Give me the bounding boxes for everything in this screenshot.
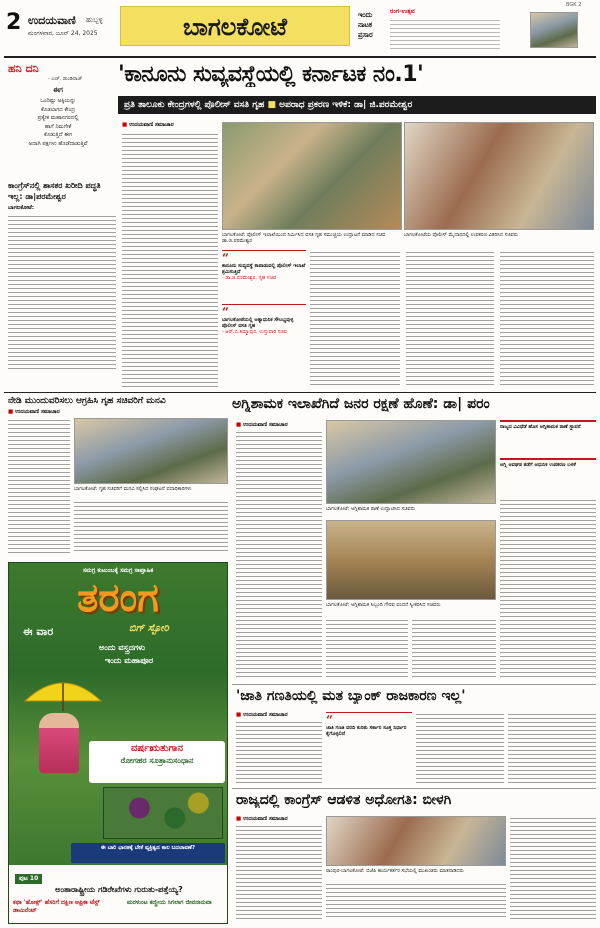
caste-quote-text: ಜಾತಿ ಗಣತಿ ವರದಿ ಕುರಿತು ಸರ್ಕಾರ ಸೂಕ್ತ ನಿರ್ಧಾರ ಕೈಗೊಳ್ಳಲಿದೆ: [326, 725, 407, 737]
fire-photo-2: [326, 520, 496, 600]
lead-quote-2: [222, 304, 306, 358]
band-story-caption: ಬಾಗಲಕೋಟೆ: ಗೃಹ ಸಚಿವರಿಗೆ ಮನವಿ ಸಲ್ಲಿಸಿದ ಸಂಘಟನೆ ಪದಾಧಿಕಾರಿಗಳು: [74, 486, 192, 492]
lead-dateline: ■ ಉದಯವಾಣಿ ಸಮಾಚಾರ: [122, 122, 218, 129]
ad-bottom-panel: [9, 865, 228, 924]
fire-side-box-2: [500, 458, 596, 494]
fire-side-box-1: [500, 420, 596, 456]
band-story: [8, 396, 228, 556]
caste-quote: [326, 712, 412, 772]
right-box: [390, 8, 580, 50]
ad-feature-banner: [89, 741, 225, 783]
band-story-dateline: ■ ಉದಯವಾಣಿ ಸಮಾಚಾರ: [8, 409, 228, 416]
lead-quote-1: [222, 250, 306, 300]
edition-name: ಹುಬ್ಬಳ್ಳಿ: [86, 16, 103, 24]
left-story: [8, 180, 116, 385]
band-story-headline: ನೇಡಿ ಮುಂದುವರಿಸಲು ಆಗ್ರಹಿಸಿ ಗೃಹ ಸಚಿವರಿಗೆ ಮನವಿ: [8, 396, 166, 406]
lead-subheadline-2: ಅಪರಾಧ ಪ್ರಕರಣ ಇಳಿಕೆ: ಡಾ| ಜಿ.ಪರಮೇಶ್ವರ: [279, 100, 413, 110]
taranga-ad[interactable]: [8, 562, 228, 924]
ad-fruits-photo: [103, 787, 223, 839]
caste-story-headline: 'ಜಾತಿ ಗಣತಿಯಲ್ಲಿ ಮತ ಬ್ಯಾಂಕ್ ರಾಜಕಾರಣ ಇಲ್ಲ': [236, 688, 466, 704]
girl-illustration: [39, 713, 79, 773]
ad-bottom-right: ಮರಳುಂಟ ಕಣ್ಣೀಯ ಸಿಗಲಾಗ ಜೀವನಾನುವಾ: [127, 899, 212, 906]
lead-body-1: [122, 132, 218, 387]
ad-bottom-left: ಕಥಾ 'ಹೋಕ್ಸ್' ಹೆಸರಿಗೆ ದಕ್ಷಿಣ ಆಫ್ರಿಕಾ ಟೆಸ್ಟ್ ಡಾಮಿನೆಂಟ್: [13, 899, 100, 914]
section-rule-1: [4, 392, 596, 393]
right-box-title: ರಂಗ-ಉತ್ಸವ: [390, 8, 415, 15]
fire-photo-2-caption: ಬಾಗಲಕೋಟೆ: ಅಗ್ನಿಶಾಮಕ ಸಿಬ್ಬಂದಿ ಗೌರವ ವಂದನೆ ಸ್ವೀಕರಿಸಿದ ಸಚಿವರು: [326, 602, 441, 608]
ad-line2: ಇಂದು ಮಹಾಪೂರ: [105, 656, 154, 665]
fire-side-box-2-text: ಅಗ್ನಿ ಅವಘಡ ತಡೆಗೆ ಆಧುನಿಕ ಉಪಕರಣ ಬಳಕೆ: [500, 462, 576, 468]
left-story-body: [8, 214, 116, 369]
poem-line: ಹಾಗೆ ನಿಮಗೇಕೆ: [44, 123, 72, 130]
lead-quote-1-by: - ಡಾ.ಜಿ.ಪರಮೇಶ್ವರ, ಗೃಹ ಸಚಿವ: [222, 275, 277, 281]
ad-bottom-headline: ಅಂತಾರಾಷ್ಟ್ರೀಯ ಗಡಿರೇಖೆಗಳು ಗುರುತು-ಪತ್ತೆಯ್ಯ?: [55, 885, 183, 894]
fire-photo-1-caption: ಬಾಗಲಕೋಟೆ: ಅಗ್ನಿಶಾಮಕ ಠಾಣೆ ಉದ್ಘಾಟಿಸಿದ ಸಚಿವರು: [326, 506, 415, 512]
fire-body-1: [236, 430, 322, 680]
hanidani-logo-text: ಹನಿ ದನಿ: [8, 62, 39, 75]
page-number: 2: [6, 10, 22, 35]
lead-quote-2-text: ಬಾಗಲಕೋಟೆಯಲ್ಲಿ ಅತ್ಯಾಧುನಿಕ ಸೌಲಭ್ಯವುಳ್ಳ ಪೊಲೀಸ್ ವಸತಿ ಗೃಹ: [222, 317, 294, 329]
lead-quote-2-by: - ಆರ್.ಬಿ.ತಿಮ್ಮಾಪುರ, ಉಸ್ತುವಾರಿ ಸಚಿವ: [222, 329, 287, 335]
bottom-photo-caption: ರಾಂಪುರ-ಬಾಗಲಕೋಟೆ: ಬಿಜೆಪಿ ಕಾರ್ಯಕರ್ತರ ಸಭೆಯಲ್ಲಿ ಮುಖಂಡರು ಮಾತನಾಡಿದರು: [326, 868, 464, 874]
lead-body-4: [500, 250, 594, 386]
section-banner: [120, 6, 350, 46]
right-box-label: ಇಂದು ನಾಟಕ ಪ್ರಸಾರ: [358, 11, 373, 39]
fire-body-3: [412, 618, 496, 680]
lead-photo-2-caption: ಬಾಗಲಕೋಟೆಯ ಪೊಲೀಸ್ ಮೈದಾನದಲ್ಲಿ ಉಪಕರಣ ವಿತರಿಸಿದ ಸಚಿವರು: [404, 232, 519, 238]
ad-top-line: ಸಮಗ್ರ ಕುಟುಂಬಕ್ಕೆ ಸಮಗ್ರ ಸಾಪ್ತಾಹಿಕ: [82, 567, 154, 574]
umbrella-icon: [23, 671, 103, 711]
hanidani-heading: ಈಗ: [53, 86, 63, 94]
fire-story-headline: ಅಗ್ನಿಶಾಮಕ ಇಲಾಖೆಗಿದೆ ಜನರ ರಕ್ಷಣೆ ಹೊಣೆ: ಡಾ| ಪರಂ: [232, 396, 490, 412]
caste-body-2: [416, 712, 504, 784]
ad-feature-title: ವರ್ಷಋತುಗಾನ: [130, 743, 184, 754]
ad-brand: ತರಂಗ: [77, 575, 159, 621]
section-title: ಬಾಗಲಕೋಟೆ: [182, 13, 288, 41]
lead-column-1: [122, 122, 218, 387]
hanidani-poem: [8, 97, 108, 148]
bottom-body-3: [510, 816, 596, 920]
band-story-photo: [74, 418, 228, 484]
caste-story-dateline: ■ ಉದಯವಾಣಿ ಸಮಾಚಾರ: [236, 712, 288, 719]
ad-feature-sub: ರೋಗಹರ ಸೂತ್ರಾನುಸಂಧಾನ: [120, 756, 194, 765]
ad-line1: ಅಂದು ವಸ್ತ್ರದಗಳು: [99, 643, 146, 652]
ad-day: ಈ ವಾರ: [23, 625, 54, 638]
poem-line: ಒಂದಿಷ್ಟು ಅಕ್ಕಿಯನ್ನು: [40, 98, 76, 104]
ad-bottom-promo-text: ಈ ಬಾರಿ ಭಾರತಕ್ಕೆ ಬೇಕೆ ವ್ಯಕ್ತಿತ್ವದ ಕಾಲ ಬದಲಾವಣೆ?: [100, 845, 196, 851]
quote-icon: “: [326, 713, 333, 727]
poem-line: ಅದಾಗಿ ಪಕ್ಷಗಳು ಹೊಡೆದಾಡುತ್ತಿವೆ: [28, 140, 88, 147]
bottom-story-headline: ರಾಜ್ಯದಲ್ಲಿ ಕಾಂಗ್ರೆಸ್ ಆಡಳಿತ ಅಧೋಗತಿ: ಬೀಳಗಿ: [236, 792, 452, 808]
ad-page-tag: ಪುಟ 10: [15, 874, 42, 884]
bottom-body-1: [236, 824, 322, 920]
poem-line: ಪ್ರತ್ಯೇಕ ಮಹಾನಗರದಲ್ಲಿ: [37, 115, 79, 121]
lead-photo-2: [404, 122, 594, 230]
fire-side-box-1-text: ರಾಜ್ಯದ ವಿವಿಧೆಡೆ ಹೊಸ ಅಗ್ನಿಶಾಮಕ ಠಾಣೆ ಸ್ಥಾಪನೆ: [500, 424, 581, 430]
hanidani-logo: [8, 62, 108, 76]
band-story-body-2: [74, 500, 228, 554]
fire-photo-1: [326, 420, 496, 504]
section-rule-3: [232, 788, 596, 789]
hanidani-author: - ಎಚ್. ಡುಂಡಿರಾಜ್: [48, 76, 83, 82]
caste-body-1: [236, 720, 322, 784]
bottom-body-2: [326, 882, 506, 920]
quote-icon: “: [222, 305, 229, 319]
caste-body-3: [508, 712, 596, 784]
quote-icon: “: [222, 251, 229, 265]
lead-quote-1-text: ಕಾನೂನು ಸುವ್ಯವಸ್ಥೆ ಕಾಪಾಡುವಲ್ಲಿ ಪೊಲೀಸ್ ಇಲಾಖೆ ಶ್ರಮಿಸುತ್ತಿದೆ: [222, 263, 306, 275]
paper-name: ಉದಯವಾಣಿ: [28, 14, 76, 27]
right-box-text: [390, 18, 500, 50]
lead-headline: 'ಕಾನೂನು ಸುವ್ಯವಸ್ಥೆಯಲ್ಲಿ ಕರ್ನಾಟಕ ನಂ.1': [118, 62, 424, 87]
poem-line: ಕೊಡುತ್ತಿದೆ ಈಗ: [43, 132, 73, 138]
band-story-body-1: [8, 418, 70, 554]
right-box-photo: [530, 12, 578, 48]
hanidani-box: [8, 62, 108, 176]
fire-body-2: [326, 618, 408, 680]
left-story-dateline: ಬಾಗಲಕೋಟೆ:: [8, 205, 35, 211]
lead-subheadline-1: ಪ್ರತಿ ತಾಲೂಕು ಕೇಂದ್ರಗಳಲ್ಲಿ ಪೊಲೀಸ್ ವಸತಿ ಗೃಹ: [124, 100, 265, 110]
section-rule-2: [232, 684, 596, 685]
lead-body-2: [310, 250, 400, 386]
ad-bottom-promo: [71, 843, 225, 863]
masthead: [0, 0, 600, 66]
masthead-rule: [4, 56, 596, 58]
ad-tagline: ಬಿಗ್ ಸ್ಟೋರಿ: [129, 623, 169, 634]
registration-marks: [300, 920, 360, 926]
fire-body-4: [500, 498, 596, 680]
fire-story-dateline: ■ ಉದಯವಾಣಿ ಸಮಾಚಾರ: [236, 422, 288, 429]
date-line: ಮಂಗಳವಾರ, ಜೂನ್ 24, 2025: [28, 30, 98, 37]
lead-body-3: [406, 250, 494, 386]
lead-photo-1: [222, 122, 402, 230]
bottom-story-dateline: ■ ಉದಯವಾಣಿ ಸಮಾಚಾರ: [236, 816, 288, 823]
poem-line: ಕೊಡಲಾಗದ ಕೇಂದ್ರ: [40, 106, 75, 113]
subheadline-separator: ■: [267, 100, 280, 110]
corner-code: BGK 2: [566, 2, 582, 8]
bottom-photo: [326, 816, 506, 866]
lead-photo-1-caption: ಬಾಗಲಕೋಟೆ: ಪೊಲೀಸ್ ಇಲಾಖೆಯಿಂದ ನಿರ್ಮಿಸಿದ ವಸತಿ ಗೃಹ ಸಮುಚ್ಚಯ ಉದ್ಘಾಟನೆ ಮಾಡಿದ ಸಚಿವ ಡಾ.ಜಿ.ಪರಮೇಶ್ವರ: [222, 232, 386, 244]
left-story-headline: ಕಾಂಗ್ರೆಸ್‌ನಲ್ಲಿ ಶಾಸಕರ ಖರೀದಿ ಪದ್ಧತಿ ಇಲ್ಲ: ಡಾ|ಪರಮೇಶ್ವರ: [8, 181, 101, 201]
lead-subheadline: [118, 96, 596, 114]
